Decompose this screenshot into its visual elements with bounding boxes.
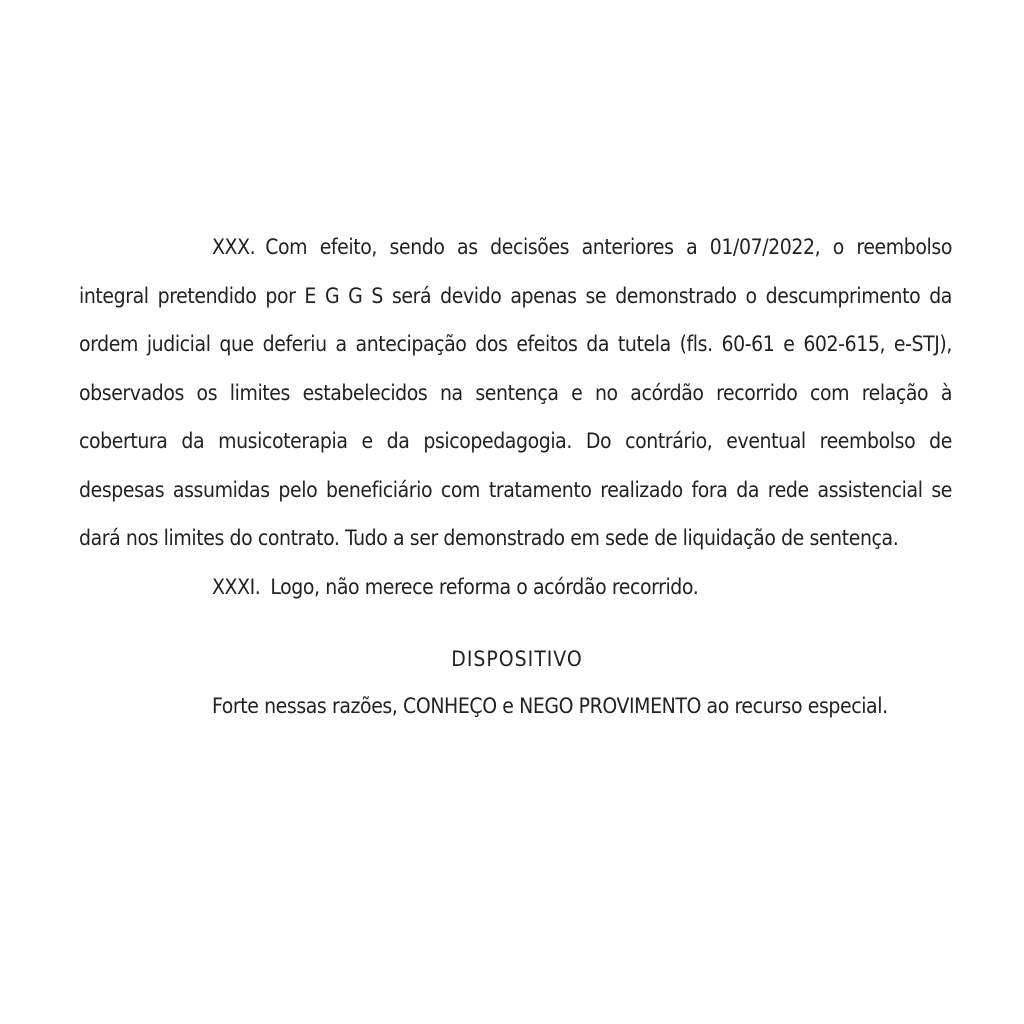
paragraph-number: XXXI. bbox=[212, 574, 261, 599]
paragraph-xxx bbox=[79, 223, 952, 563]
paragraph-xxxi bbox=[79, 563, 952, 612]
paragraph-text: Com efeito, sendo as decisões anteriores a 01/07/2022, o reembolso integral pretendido por E G G S será devido apenas se demonstrado o descumprimento da ordem judicial que deferiu a antecipação dos efeitos da tutela (fls. 60-61 e 602-615, e-STJ), observados os limites estabelecidos na sentença e no acórdão recorrido com relação à cobertura da musicoterapia e da psicopedagogia. Do contrário, eventual reembolso de despesas assumidas pelo beneficiário com tratamento realizado fora da rede assistencial se dará nos limites do contrato. Tudo a ser demonstrado em sede de liquidação de sentença. bbox=[79, 235, 952, 550]
paragraph-text: Logo, não merece reforma o acórdão recorrido. bbox=[270, 574, 699, 599]
conclusion-paragraph: Forte nessas razões, CONHEÇO e NEGO PROVIMENTO ao recurso especial. bbox=[212, 693, 888, 718]
section-heading: DISPOSITIVO bbox=[451, 647, 583, 671]
document-body bbox=[79, 223, 952, 730]
paragraph-number: XXX. bbox=[212, 235, 256, 259]
